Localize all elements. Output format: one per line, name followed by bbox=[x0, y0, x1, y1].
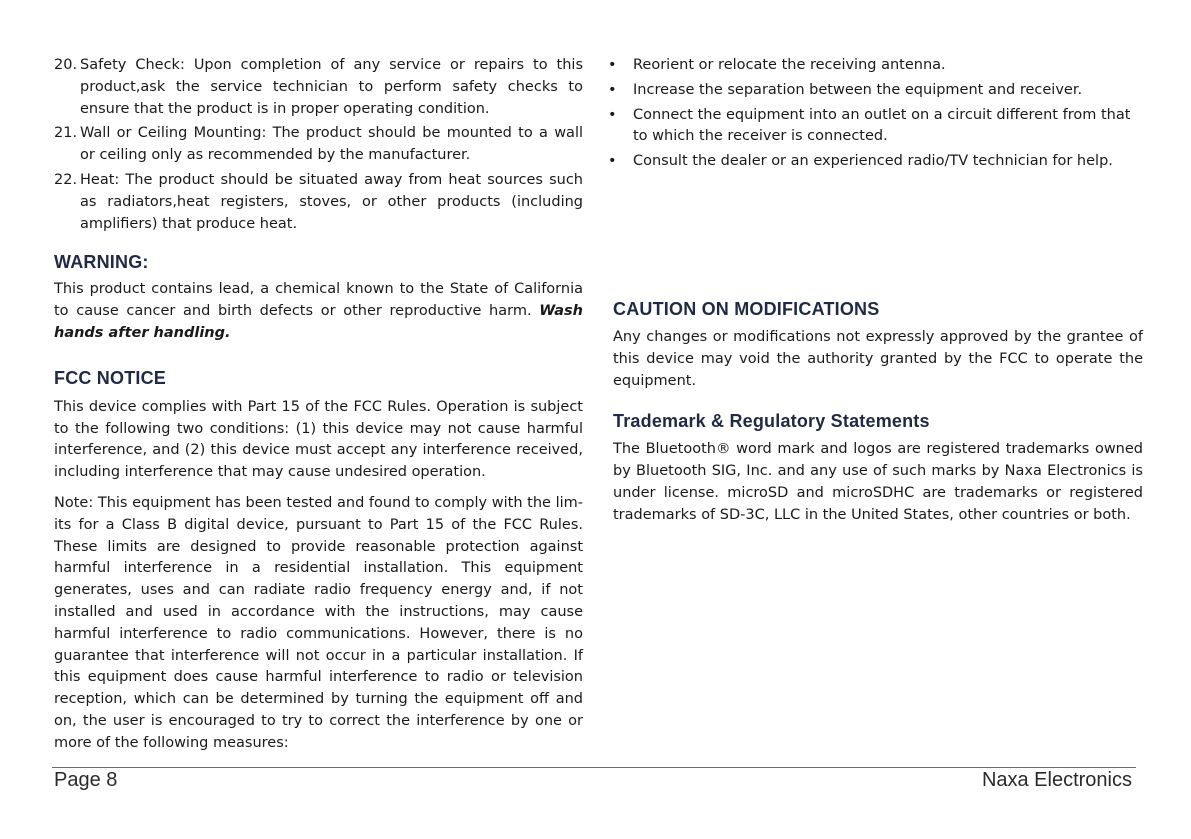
list-item-text: Safety Check: Upon completion of any service or repairs to this product,ask the service technician to perform safety checks to ensure that the product is in proper operating condition. bbox=[80, 57, 583, 117]
list-item-text: Heat: The product should be situated away from heat sources such as radiators,heat registers, stoves, or other products (including amplifiers) that produce heat. bbox=[80, 171, 583, 232]
caution-paragraph: Any changes or modifications not expressly approved by the grantee of this device may void the authority granted by the FCC to operate the equipment. bbox=[613, 328, 1143, 389]
left-column bbox=[54, 55, 583, 755]
list-item bbox=[608, 151, 1143, 173]
list-item-text: Connect the equipment into an outlet on a circuit different from that to which the receiver is connected. bbox=[633, 106, 1131, 145]
list-item-number: 22. bbox=[54, 171, 78, 188]
interference-measures-list bbox=[608, 55, 1143, 173]
warning-heading: WARNING: bbox=[54, 252, 149, 273]
list-item-number: 20. bbox=[54, 57, 78, 73]
safety-instructions-list bbox=[54, 55, 583, 235]
trademark-paragraph: The Bluetooth® word mark and logos are registered trademarks owned by Bluetooth SIG, Inc. and any use of such marks by Naxa Electronics is under license. microSD and microSDHC are trademarks or registered trademarks of SD-3C, LLC in the United States, other countries or both. bbox=[613, 441, 1143, 523]
bullet-icon: • bbox=[608, 153, 617, 170]
list-item-text: Reorient or relocate the receiving antenna. bbox=[633, 57, 946, 73]
list-item bbox=[54, 123, 583, 167]
list-item-text: Consult the dealer or an experienced radio/TV technician for help. bbox=[633, 153, 1113, 170]
list-item bbox=[608, 55, 1143, 77]
list-item-number: 21. bbox=[54, 125, 78, 142]
footer-divider bbox=[52, 767, 1136, 768]
bullet-icon: • bbox=[608, 81, 617, 98]
fcc-note: Note: This equipment has been tested and found to comply with the limits for a Class B digital device, pursuant to Part 15 of the FCC Rules. These limits are designed to provide reasonable protection against harmful interference in a residential installation. This equipment generates, uses and can radiate radio frequency energy and, if not installed and used in accordance with the instructions, may cause harmful interference to radio communications. However, there is no guarantee that interference will not occur in a particular installation. If this equipment does cause harmful interference to radio or television reception, which can be determined by turning the equipment off and on, the user is encouraged to try to correct the interference by one or more of the following measures: bbox=[54, 494, 583, 751]
bullet-icon: • bbox=[608, 57, 617, 73]
list-item bbox=[608, 80, 1143, 102]
page-number: Page 8 bbox=[54, 769, 118, 791]
list-item-text: Increase the separation between the equipment and receiver. bbox=[633, 81, 1083, 98]
list-item bbox=[608, 105, 1143, 149]
list-item bbox=[54, 55, 583, 120]
fcc-notice-heading: FCC NOTICE bbox=[54, 367, 166, 388]
warning-text: This product contains lead, a chemical known to the State of California to cause cancer and birth defects or other reproductive harm. bbox=[54, 281, 583, 320]
warning-emphasis: Wash hands after handling. bbox=[54, 303, 583, 341]
bullet-icon: • bbox=[608, 106, 617, 123]
right-column bbox=[608, 55, 1143, 527]
warning-paragraph bbox=[54, 279, 583, 344]
caution-heading: CAUTION ON MODIFICATIONS bbox=[613, 298, 880, 319]
footer-brand: Naxa Electronics bbox=[981, 769, 1132, 791]
trademark-heading: Trademark & Regulatory Statements bbox=[613, 411, 930, 432]
list-item bbox=[54, 170, 583, 235]
list-item-text: Wall or Ceiling Mounting: The product should be mounted to a wall or ceiling only as recommended by the manufacturer. bbox=[80, 125, 583, 164]
fcc-paragraph: This device complies with Part 15 of the FCC Rules. Operation is subject to the following two conditions: (1) this device may not cause harmful interference, and (2) this device must accept any interference received, including interference that may cause undesired operation. bbox=[54, 398, 583, 481]
